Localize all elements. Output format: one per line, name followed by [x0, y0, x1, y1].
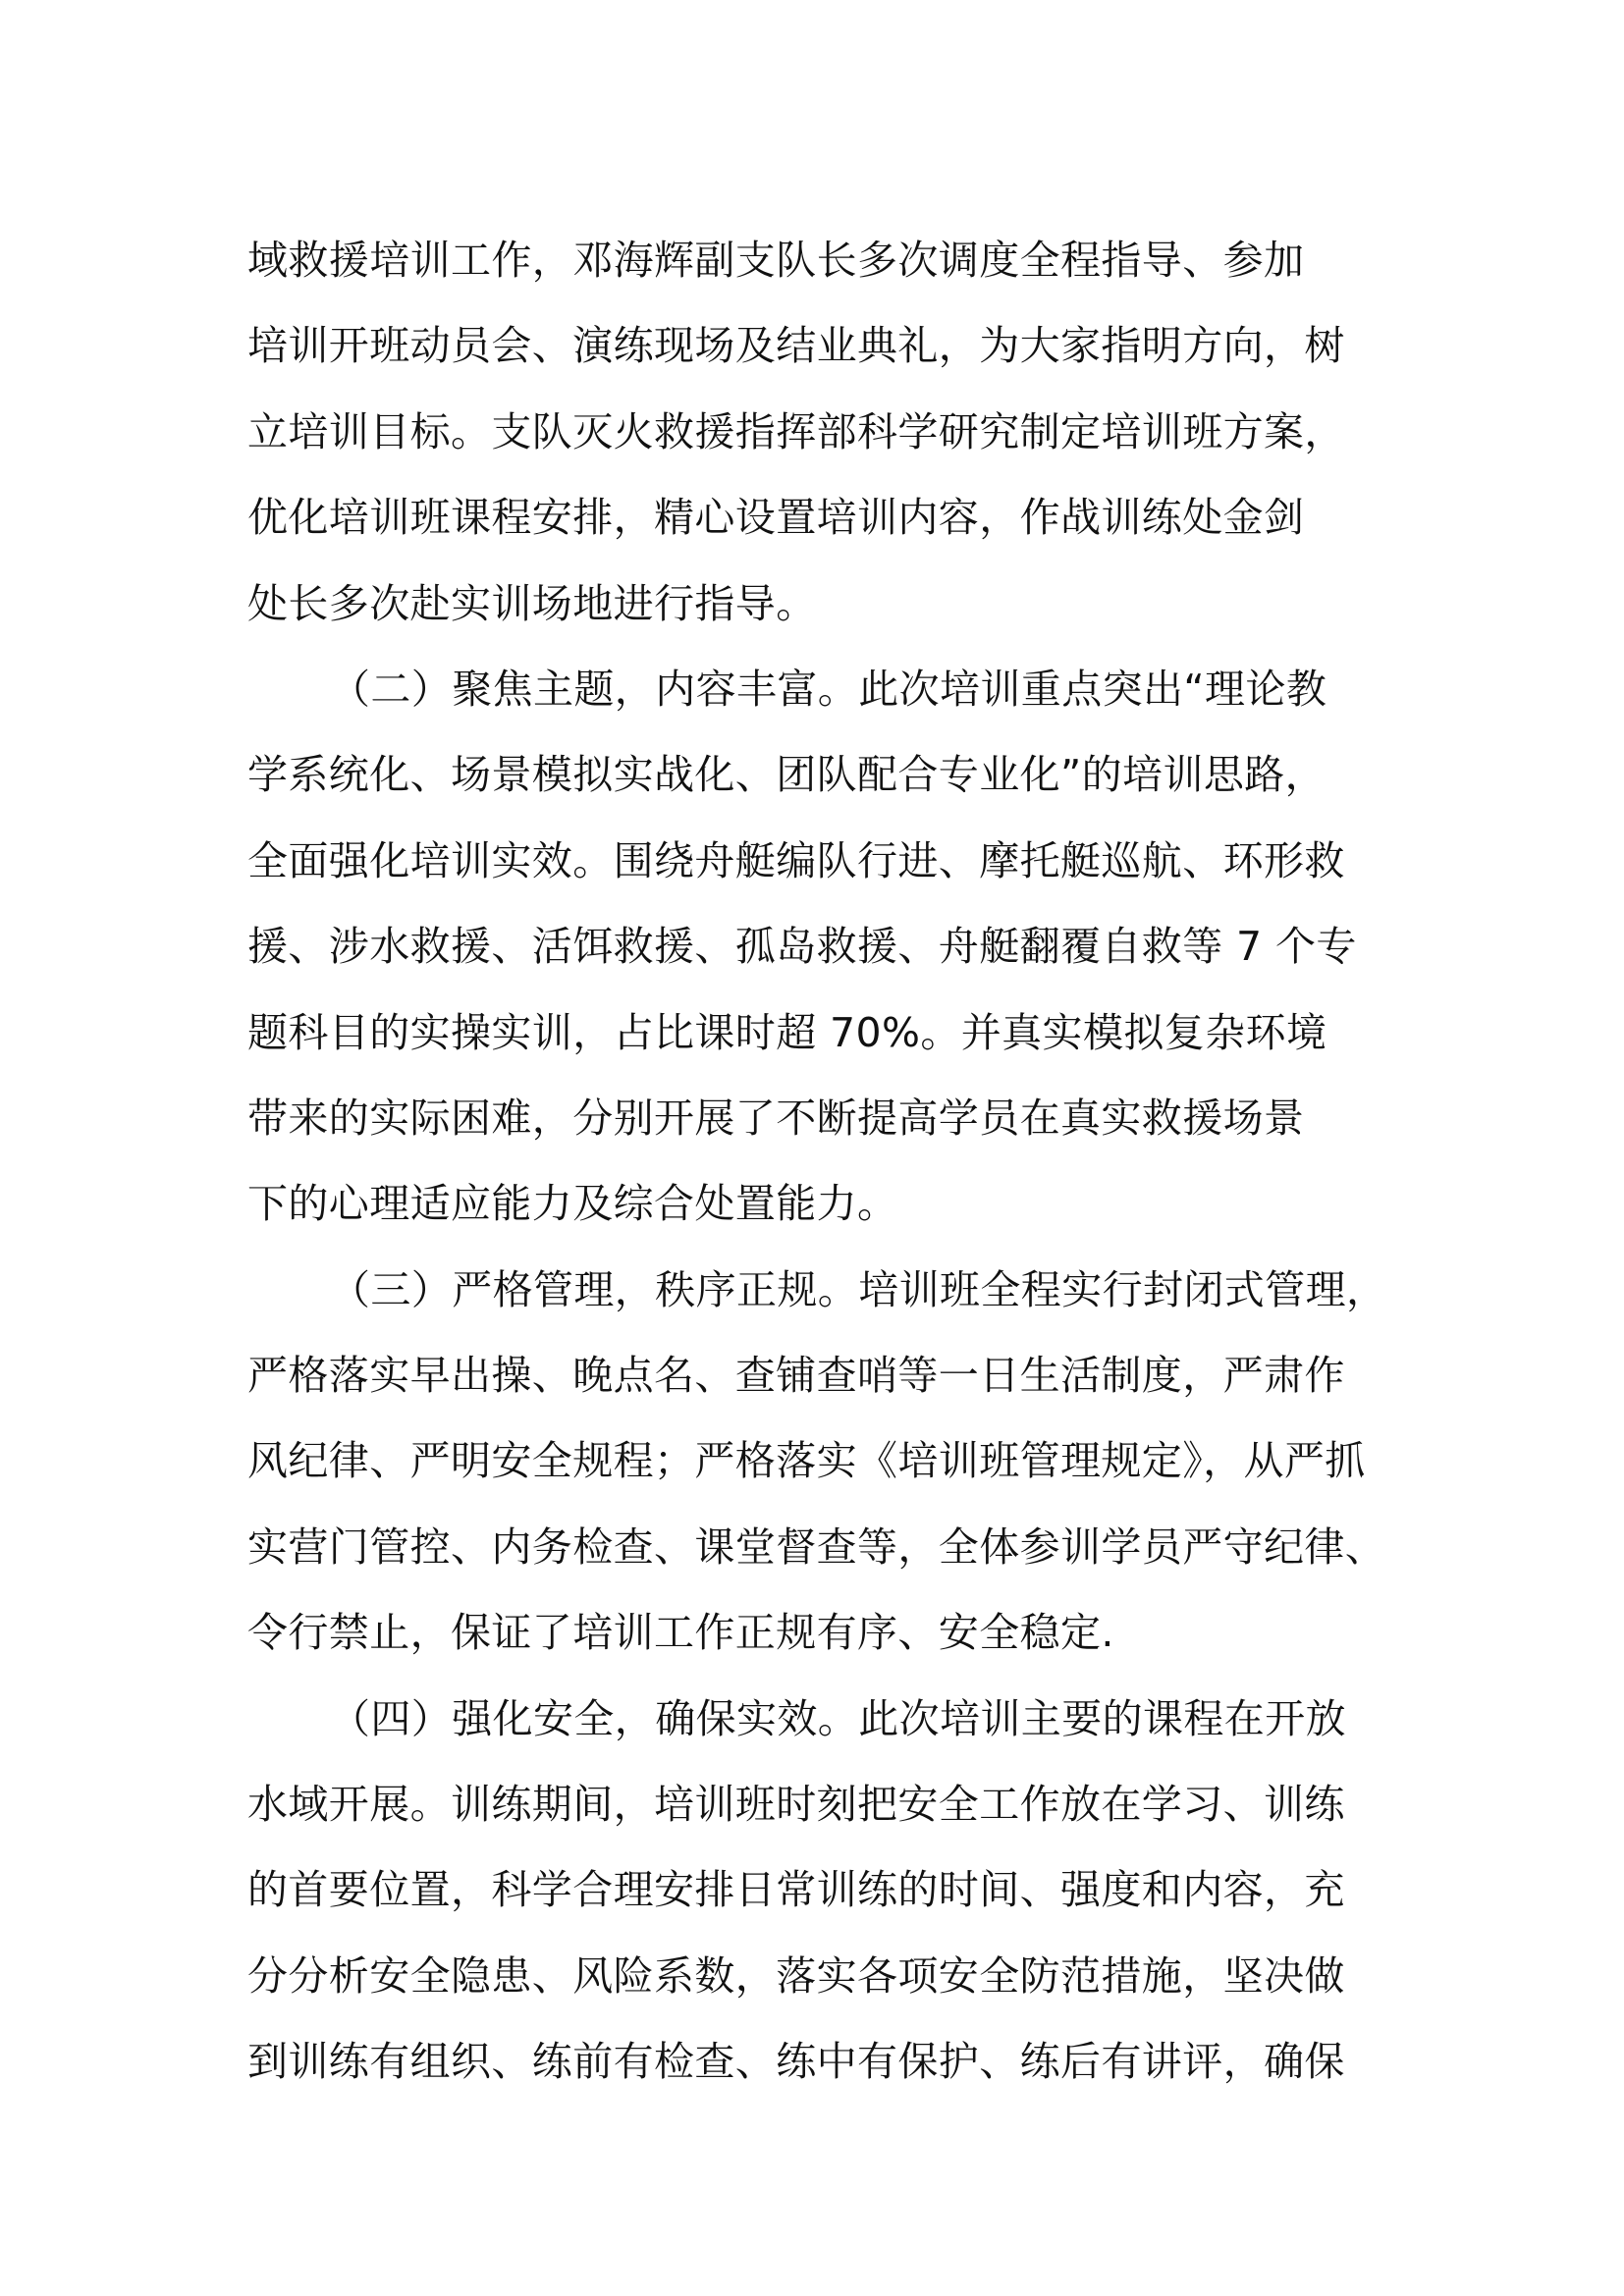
- text-line: 优化培训班课程安排，精心设置培训内容，作战训练处金剑: [247, 494, 1305, 542]
- text-line: 分分析安全隐患、风险系数，落实各项安全防范措施，坚决做: [247, 1951, 1345, 2000]
- text-line: 令行禁止，保证了培训工作正规有序、安全稳定.: [247, 1609, 1114, 1657]
- body-text: [247, 218, 1406, 2106]
- text-line: 域救援培训工作，邓海辉副支队长多次调度全程指导、参加: [247, 237, 1305, 284]
- text-line: 全面强化培训实效。围绕舟艇编队行进、摩托艇巡航、环形救: [247, 836, 1345, 884]
- text-line: 题科目的实操实训，占比课时超 70%。并真实模拟复杂环境: [247, 1008, 1327, 1056]
- text-line: 处长多次赴实训场地进行指导。: [247, 579, 817, 627]
- text-line: 实营门管控、内务检查、课堂督查等，全体参训学员严守纪律、: [247, 1522, 1386, 1571]
- text-line: 到训练有组织、练前有检查、练中有保护、练后有讲评，确保: [247, 2038, 1345, 2086]
- text-line: 带来的实际困难，分别开展了不断提高学员在真实救援场景: [247, 1094, 1305, 1142]
- text-line: 立培训目标。支队灭火救援指挥部科学研究制定培训班方案，: [247, 407, 1345, 455]
- text-line: 严格落实早出操、晚点名、查铺查哨等一日生活制度，严肃作: [247, 1352, 1345, 1400]
- text-line: 培训开班动员会、演练现场及结业典礼，为大家指明方向，树: [247, 322, 1345, 370]
- text-line: 下的心理适应能力及综合处置能力。: [247, 1180, 898, 1228]
- section-heading-line: （三）严格管理，秩序正规。培训班全程实行封闭式管理，: [330, 1265, 1387, 1313]
- section-heading-line: （四）强化安全，确保实效。此次培训主要的课程在开放: [330, 1694, 1346, 1742]
- text-line: 学系统化、场景模拟实战化、团队配合专业化”的培训思路，: [247, 751, 1326, 799]
- section-heading-line: （二）聚焦主题，内容丰富。此次培训重点突出“理论教: [330, 665, 1327, 713]
- text-line: 风纪律、严明安全规程；严格落实《培训班管理规定》，从严抓: [247, 1437, 1366, 1485]
- text-line: 的首要位置，科学合理安排日常训练的时间、强度和内容，充: [247, 1866, 1345, 1914]
- text-line: 水域开展。训练期间，培训班时刻把安全工作放在学习、训练: [247, 1781, 1345, 1829]
- text-line: 援、涉水救援、活饵救援、孤岛救援、舟艇翻覆自救等 7 个专: [247, 923, 1357, 971]
